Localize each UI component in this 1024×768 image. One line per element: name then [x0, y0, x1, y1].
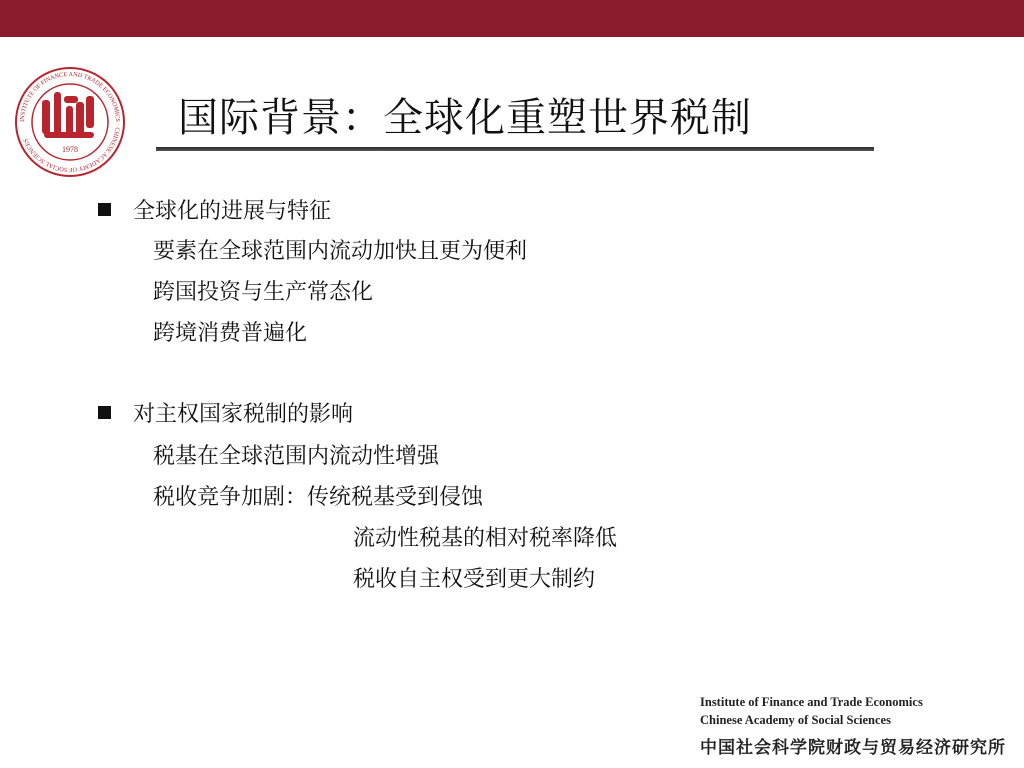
square-bullet-icon: [98, 203, 111, 216]
institute-logo: [14, 66, 126, 178]
list-item: 要素在全球范围内流动加快且更为便利: [153, 239, 528, 264]
section-heading-text: 对主权国家税制的影响: [133, 402, 354, 427]
list-item: 流动性税基的相对税率降低: [353, 526, 618, 551]
footer-institute-name: Institute of Finance and Trade Economics: [700, 695, 923, 709]
top-banner: [0, 0, 1024, 37]
list-item: 税收竞争加剧：传统税基受到侵蚀: [153, 485, 484, 510]
list-item: 跨境消费普遍化: [153, 321, 308, 346]
slide-title: 国际背景：全球化重塑世界税制: [178, 95, 752, 141]
logo-ring-text: INSTITUTE OF FINANCE AND TRADE ECONOMICS · CHINESE ACADEMY OF SOCIAL SCIENCES: [18, 70, 122, 174]
square-bullet-icon: [98, 406, 111, 419]
footer-chinese-name: 中国社会科学院财政与贸易经济研究所: [700, 738, 1006, 758]
title-underline: [156, 147, 874, 151]
institute-footer: [700, 693, 1010, 758]
section-heading-globalization: [98, 194, 331, 225]
list-item: 税基在全球范围内流动性增强: [153, 444, 440, 469]
footer-academy-name: Chinese Academy of Social Sciences: [700, 713, 891, 727]
logo-year: 1978: [62, 145, 78, 154]
list-item: 税收自主权受到更大制约: [353, 567, 596, 592]
section-heading-impact: [98, 397, 353, 428]
list-item: 跨国投资与生产常态化: [153, 280, 374, 305]
section-heading-text: 全球化的进展与特征: [133, 199, 332, 224]
